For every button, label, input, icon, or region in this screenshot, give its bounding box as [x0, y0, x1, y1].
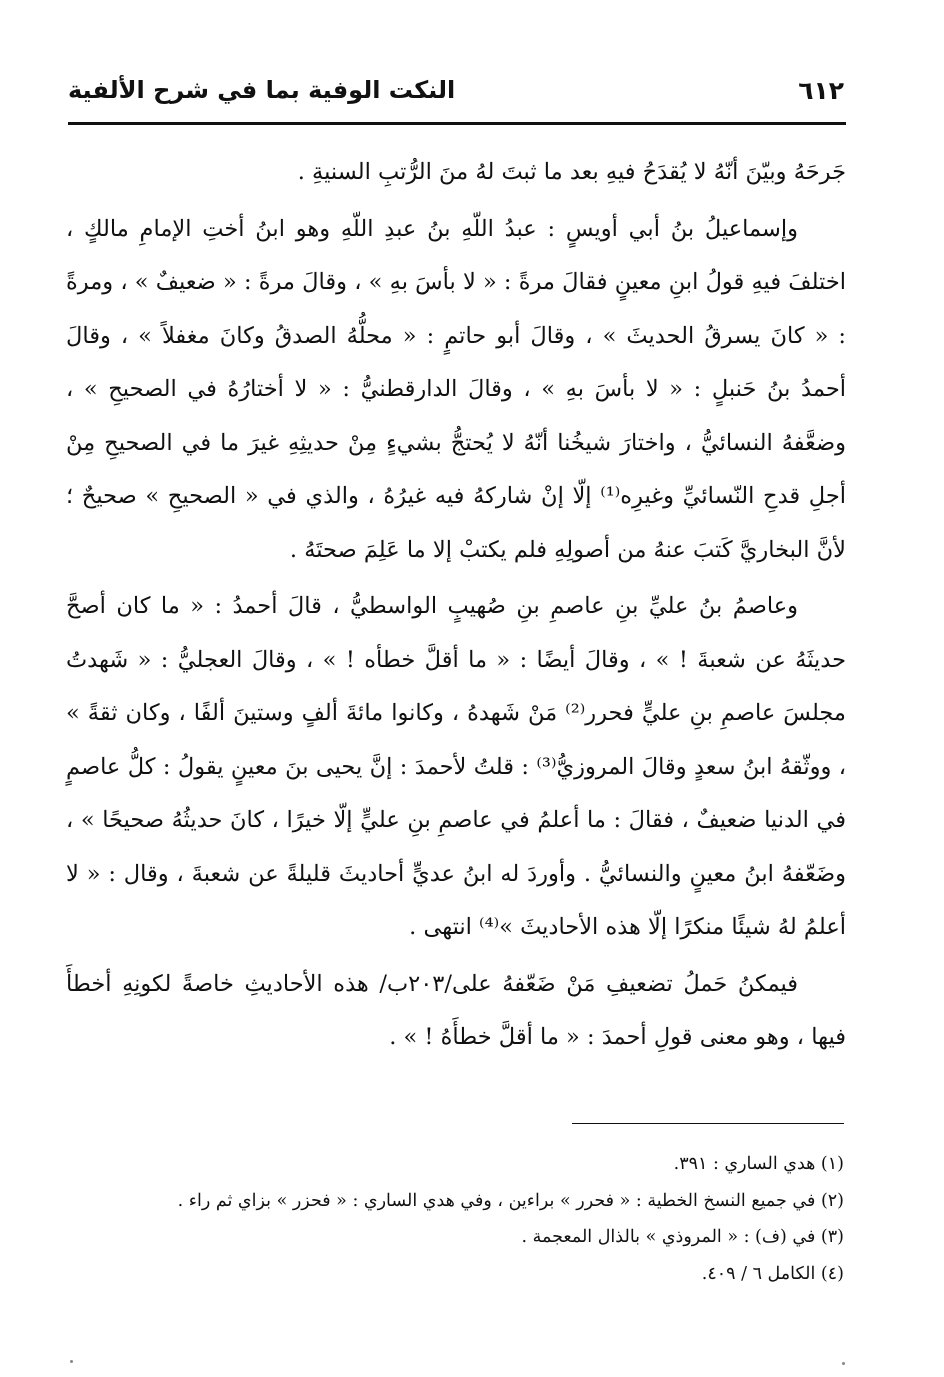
book-title: النكت الوفية بما في شرح الألفية: [68, 76, 456, 104]
scan-speck: [842, 1362, 845, 1365]
paragraph-2: وإسماعيلُ بنُ أبي أويسٍ : عبدُ اللّهِ بنُ عبدِ اللّهِ وهو ابنُ أختِ الإمامِ مالكٍ ، اختلفَ فيهِ قولُ ابنِ معينٍ فقالَ مرةً : « لا بأسَ بهِ » ، وقالَ مرةً : « ضعيفٌ » ، ومرةً : « كانَ يسرقُ الحديثَ » ، وقالَ أبو حاتمٍ : « محلُّهُ الصدقُ وكانَ مغفلاً » ، وقالَ أحمدُ بنُ حَنبلٍ : « لا بأسَ بهِ » ، وقالَ الدارقطنيُّ : « لا أختارُهُ في الصحيحِ » ، وضعَّفهُ النسائيُّ ، واختارَ شيخُنا أنّهُ لا يُحتجُّ بشيءٍ مِنْ حديثِهِ غيرَ ما في الصحيحِ مِنْ أجلِ قدحِ النّسائيِّ وغيرِه⁽¹⁾ إلّا إنْ شاركهُ فيه غيرُهُ ، والذي في « الصحيحِ » صحيحٌ ؛ لأنَّ البخاريَّ كَتبَ عنهُ من أصولِهِ فلم يكتبْ إلا ما عَلِمَ صحتَهُ .: [66, 215, 846, 563]
footnote-separator: [572, 1123, 844, 1124]
header-rule: [68, 122, 846, 125]
footnote-2: (٢) في جميع النسخ الخطية : « فحرر » براءين ، وفي هدي الساري : « فحزر » بزاي ثم راء .: [177, 1190, 844, 1211]
footnotes: [66, 1146, 844, 1292]
paragraph-1: جَرحَهُ وبيّنَ أنّهُ لا يُقدَحُ فيهِ بعد ما ثبتَ لهُ منَ الرُّتبِ السنيةِ .: [297, 159, 846, 185]
page-number: ٦١٢: [798, 75, 844, 105]
footnote-4: (٤) الكامل ٦ / ٤٠٩.: [701, 1263, 844, 1284]
footnote-1: (١) هدي الساري : ٣٩١.: [673, 1154, 844, 1174]
paragraph-3: وعاصمُ بنُ عليِّ بنِ عاصمِ بنِ صُهيبٍ الواسطيُّ ، قالَ أحمدُ : « ما كان أصحَّ حديثَهُ عن شعبةَ ! » ، وقالَ أيضًا : « ما أقلَّ خطأه ! » ، وقالَ العجليُّ : « شَهدتُ مجلسَ عاصمِ بنِ عليٍّ فحرر⁽²⁾ مَنْ شَهدهُ ، وكانوا مائةَ ألفٍ وستينَ ألفًا ، وكان ثقةً » ، ووثّقهُ ابنُ سعدٍ وقالَ المروزيُّ⁽³⁾ : قلتُ لأحمدَ : إنَّ يحيى بنَ معينٍ يقولُ : كلُّ عاصمٍ في الدنيا ضعيفٌ ، فقالَ : ما أعلمُ في عاصمِ بنِ عليٍّ إلّا خيرًا ، كانَ حديثُهُ صحيحًا » ، وضَعّفهُ ابنُ معينٍ والنسائيُّ . وأوردَ له ابنُ عديٍّ أحاديثَ قليلةً عن شعبةَ ، وقال : « لا أعلمُ لهُ شيئًا منكرًا إلّا هذه الأحاديثَ »⁽⁴⁾ انتهى .: [66, 593, 846, 940]
scan-speck: [70, 1360, 73, 1363]
main-text: [66, 146, 846, 1065]
footnote-3: (٣) في (ف) : « المروذي » بالذال المعجمة .: [521, 1227, 844, 1247]
running-header: [68, 62, 844, 118]
paragraph-4: فيمكنُ حَملُ تضعيفِ مَنْ ضَعّفهُ على/٢٠٣ب/ هذه الأحاديثِ خاصةً لكونِهِ أخطأَ فيها ، وهو معنى قولِ أحمدَ : « ما أقلَّ خطأَهُ ! » .: [66, 970, 846, 1050]
